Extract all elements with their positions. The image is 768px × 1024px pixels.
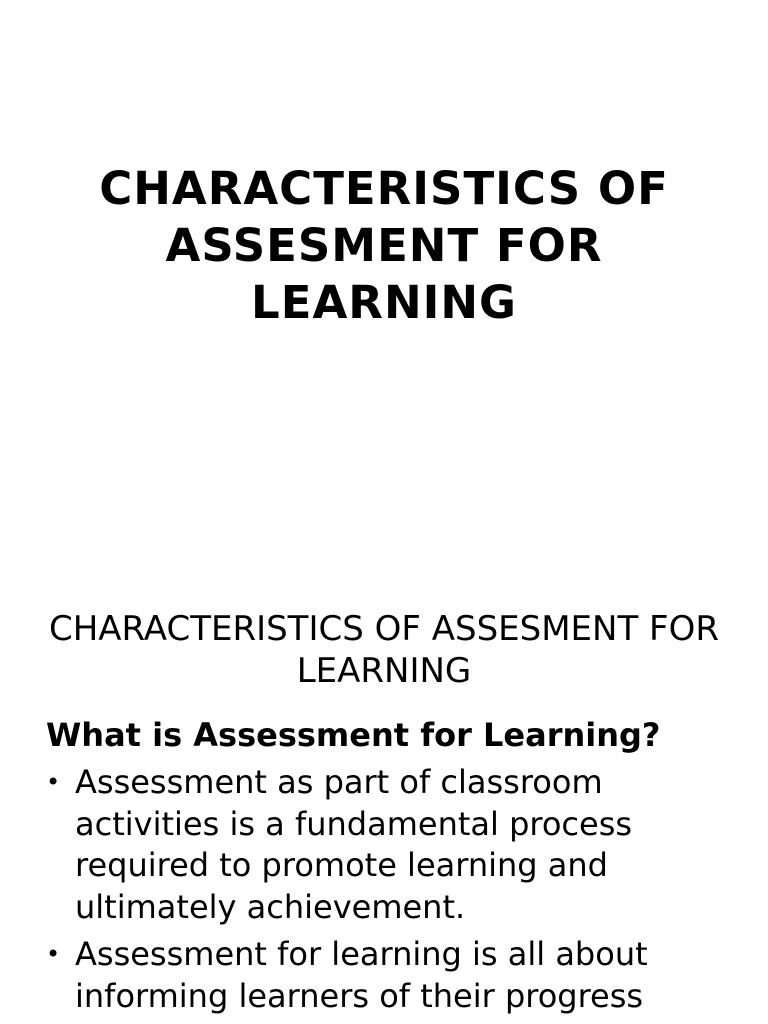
bullet-point-icon: • — [46, 940, 61, 968]
content-slide-subheading: What is Assessment for Learning? — [46, 716, 661, 754]
content-slide — [0, 560, 768, 1024]
bullet-item — [46, 762, 738, 928]
bullet-text: Assessment as part of classroom activities is a fundamental process required to promote learning and ultimately achievement. — [75, 763, 633, 926]
title-slide-heading: CHARACTERISTICS OF ASSESMENT FOR LEARNING — [99, 162, 669, 329]
bullet-item — [46, 934, 738, 1017]
bullet-point-icon: • — [46, 768, 61, 796]
bullet-text: Assessment for learning is all about informing learners of their progress — [75, 935, 648, 1015]
content-slide-title: CHARACTERISTICS OF ASSESMENT FOR LEARNING — [48, 609, 719, 691]
bullet-list — [46, 762, 738, 1023]
